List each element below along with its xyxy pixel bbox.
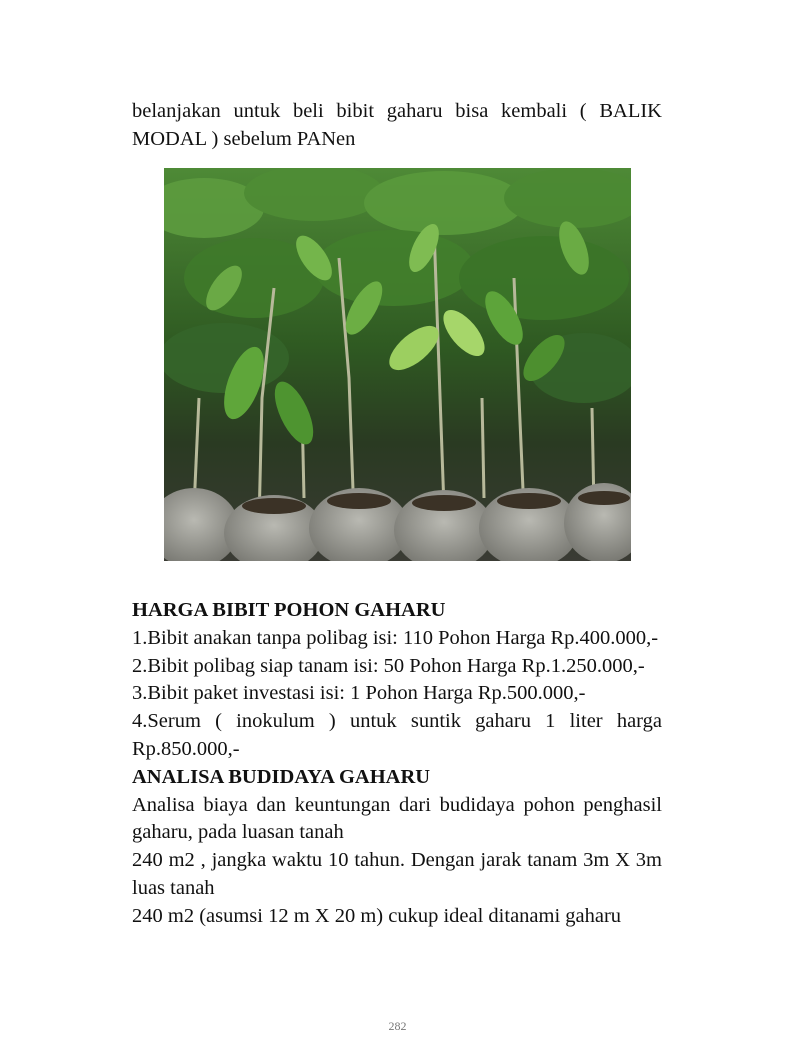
analysis-paragraph-2: 240 m2 , jangka waktu 10 tahun. Dengan jarak tanam 3m X 3m luas tanah <box>132 849 662 899</box>
price-item-1: 1.Bibit anakan tanpa polibag isi: 110 Pohon Harga Rp.400.000,- <box>132 626 659 649</box>
price-section-heading: HARGA BIBIT POHON GAHARU <box>132 599 446 621</box>
analysis-paragraph-1: Analisa biaya dan keuntungan dari budidaya pohon penghasil gaharu, pada luasan tanah <box>132 793 662 844</box>
price-item-2: 2.Bibit polibag siap tanam isi: 50 Pohon Harga Rp.1.250.000,- <box>132 654 645 677</box>
page-number: 282 <box>388 1019 407 1033</box>
seedlings-photo <box>164 168 631 561</box>
document-page <box>132 98 662 154</box>
intro-paragraph: belanjakan untuk beli bibit gaharu bisa kembali ( BALIK MODAL ) sebelum PANen <box>132 100 662 150</box>
lower-content <box>132 597 662 931</box>
analysis-paragraph-3: 240 m2 (asumsi 12 m X 20 m) cukup ideal ditanami gaharu <box>132 904 622 927</box>
price-item-4: 4.Serum ( inokulum ) untuk suntik gaharu 1 liter harga Rp.850.000,- <box>132 710 662 760</box>
analysis-section-heading: ANALISA BUDIDAYA GAHARU <box>132 765 431 788</box>
price-item-3: 3.Bibit paket investasi isi: 1 Pohon Harga Rp.500.000,- <box>132 682 586 705</box>
